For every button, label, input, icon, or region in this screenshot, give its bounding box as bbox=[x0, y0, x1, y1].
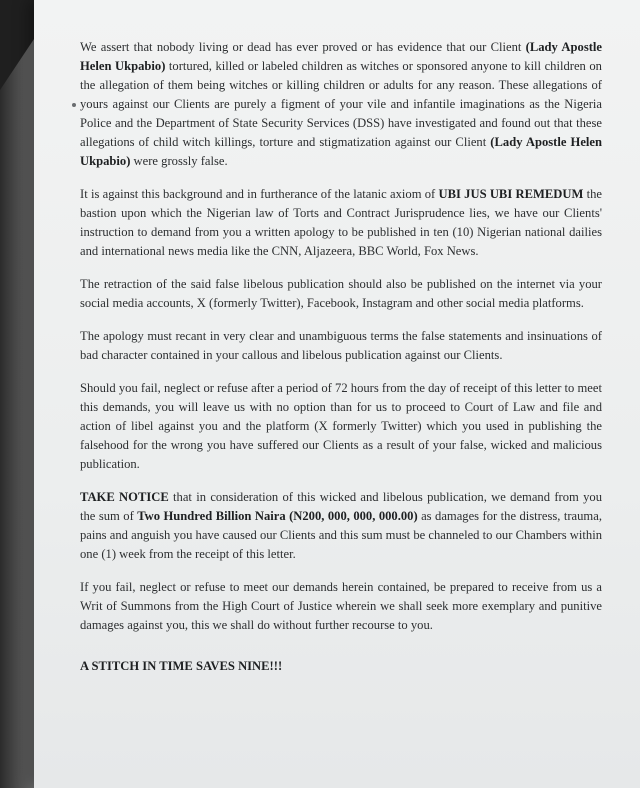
text-run: We assert that nobody living or dead has ever proved or has evidence that our Client bbox=[80, 40, 526, 54]
take-notice-label: TAKE NOTICE bbox=[80, 490, 169, 504]
paragraph-take-notice bbox=[80, 488, 602, 564]
paragraph-assertion bbox=[80, 38, 602, 171]
text-run: were grossly false. bbox=[130, 154, 228, 168]
margin-dot bbox=[72, 103, 76, 107]
paragraph-retraction: The retraction of the said false libelous publication should also be published on the internet via your social media accounts, X (formerly Twitter), Facebook, Instagram and other social media platforms. bbox=[80, 277, 602, 310]
text-run: the bastion upon which the Nigerian law of Torts and Contract Jurisprudence lies, we have our Clients' instruction to demand from you a written apology to be published in ten (10) Nigerian national dailies and international news media like the CNN, Aljazeera, BBC World, Fox News. bbox=[80, 187, 602, 258]
letter-page bbox=[34, 0, 640, 788]
damages-amount: Two Hundred Billion Naira (N200, 000, 000, 000.00) bbox=[137, 509, 418, 523]
paragraph-demand bbox=[80, 185, 602, 261]
paragraph-writ: If you fail, neglect or refuse to meet our demands herein contained, be prepared to receive from us a Writ of Summons from the High Court of Justice wherein we shall seek more exemplary and punitive damages against you, this we shall do without further recourse to you. bbox=[80, 580, 602, 632]
closing-line: A STITCH IN TIME SAVES NINE!!! bbox=[80, 659, 283, 673]
letter-body bbox=[80, 38, 602, 676]
text-run: It is against this background and in furtherance of the latanic axiom of bbox=[80, 187, 439, 201]
latin-axiom: UBI JUS UBI REMEDUM bbox=[438, 187, 584, 201]
client-name: (Lady Apostle Helen Ukpabio) bbox=[80, 40, 602, 73]
text-run: that in consideration of this wicked and libelous publication, we demand from you the sum of bbox=[80, 490, 602, 523]
paragraph-apology: The apology must recant in very clear and unambiguous terms the false statements and insinuations of bad character contained in your callous and libelous publication against our Clients. bbox=[80, 329, 602, 362]
text-run: tortured, killed or labeled children as witches or sponsored anyone to kill children on the allegation of them being witches or killing children or adults for any reason. These allegations of yours against our Clients are purely a figment of your vile and infantile imaginations as the Nigeria Police and the Department of State Security Services (DSS) have investigated and found out that these allegations of child witch killings, torture and stigmatization against our Client bbox=[80, 59, 602, 149]
paragraph-ultimatum: Should you fail, neglect or refuse after a period of 72 hours from the day of receipt of this letter to meet this demands, you will leave us with no option than for us to proceed to Court of Law and file and action of libel against you and the platform (X formerly Twitter) which you used in publishing the falsehood for the wrong you have suffered our Clients as a result of your false, wicked and malicious publication. bbox=[80, 381, 602, 471]
text-run: as damages for the distress, trauma, pains and anguish you have caused our Clients and this sum must be channeled to our Chambers within one (1) week from the receipt of this letter. bbox=[80, 509, 602, 561]
client-name: (Lady Apostle Helen Ukpabio) bbox=[80, 135, 602, 168]
